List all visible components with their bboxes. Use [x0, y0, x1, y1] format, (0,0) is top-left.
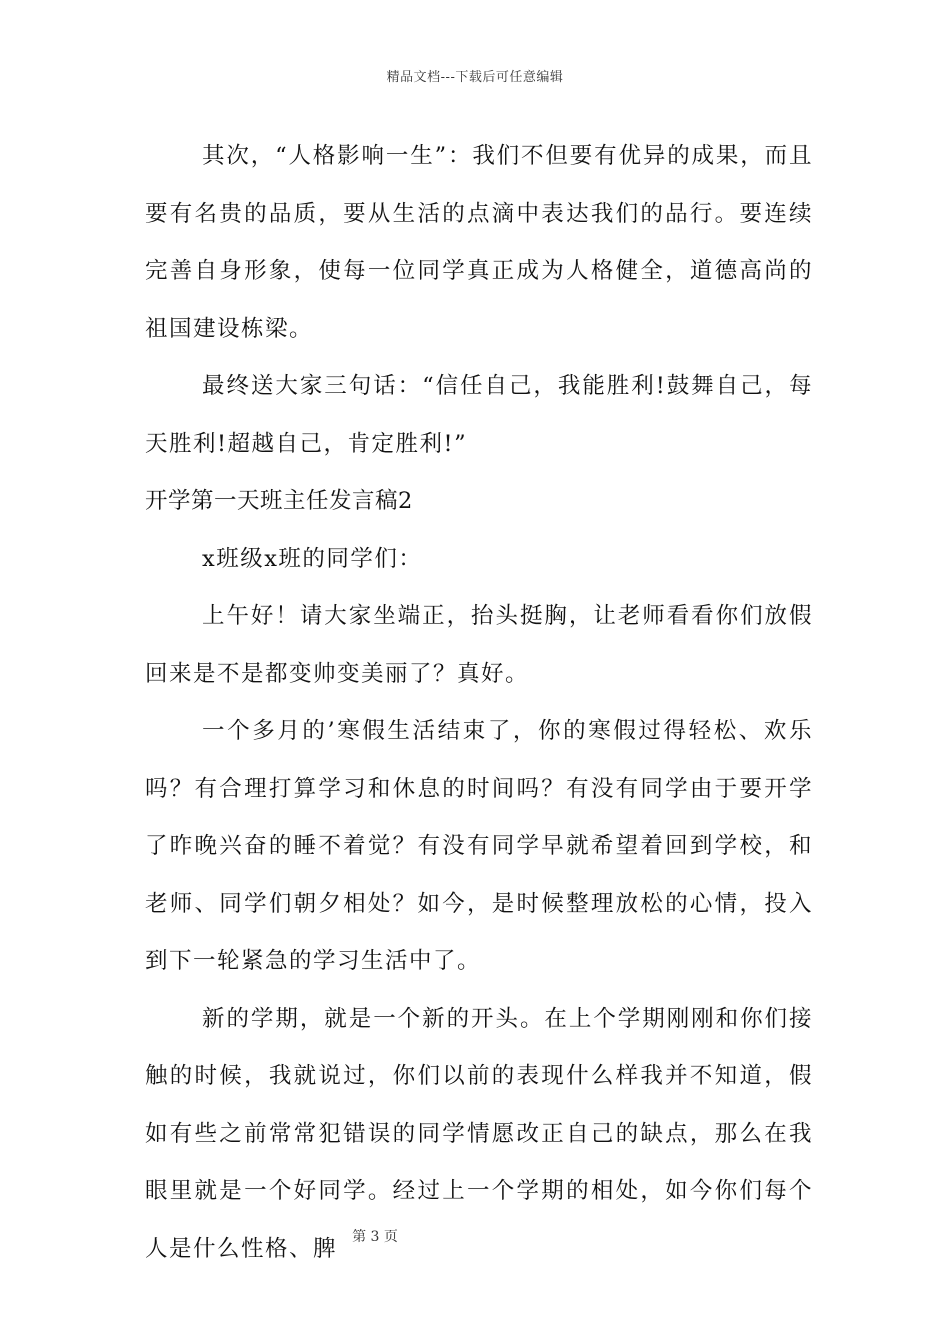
page-header: 精品文档---下载后可任意编辑: [386, 70, 564, 85]
paragraph: 最终送大家三句话：“信任自己，我能胜利!鼓舞自己，每天胜利!超越自己，肯定胜利!”: [145, 373, 813, 457]
document-body: [145, 128, 813, 1278]
paragraph: 新的学期，就是一个新的开头。在上个学期刚刚和你们接触的时候，我就说过，你们以前的表现什么样我并不知道，假如有些之前常常犯错误的同学情愿改正自己的缺点，那么在我眼里就是一个好同学。经过上一个学期的相处，如今你们每个人是什么性格、脾: [145, 1005, 813, 1262]
paragraph: 上午好！请大家坐端正，抬头挺胸，让老师看看你们放假回来是不是都变帅变美丽了？真好。: [145, 603, 813, 687]
paragraph: x班级x班的同学们：: [202, 545, 423, 572]
paragraph: 其次，“人格影响一生”：我们不但要有优异的成果，而且要有名贵的品质，要从生活的点滴中表达我们的品行。要连续完善自身形象，使每一位同学真正成为人格健全，道德高尚的祖国建设栋梁。: [145, 143, 813, 342]
paragraph: 一个多月的’寒假生活结束了，你的寒假过得轻松、欢乐吗？有合理打算学习和休息的时间吗？有没有同学由于要开学了昨晚兴奋的睡不着觉？有没有同学早就希望着回到学校，和老师、同学们朝夕相处？如今，是时候整理放松的心情，投入到下一轮紧急的学习生活中了。: [145, 718, 813, 974]
page-number: 第 3 页: [352, 1229, 398, 1245]
section-heading: 开学第一天班主任发言稿2: [145, 488, 413, 514]
